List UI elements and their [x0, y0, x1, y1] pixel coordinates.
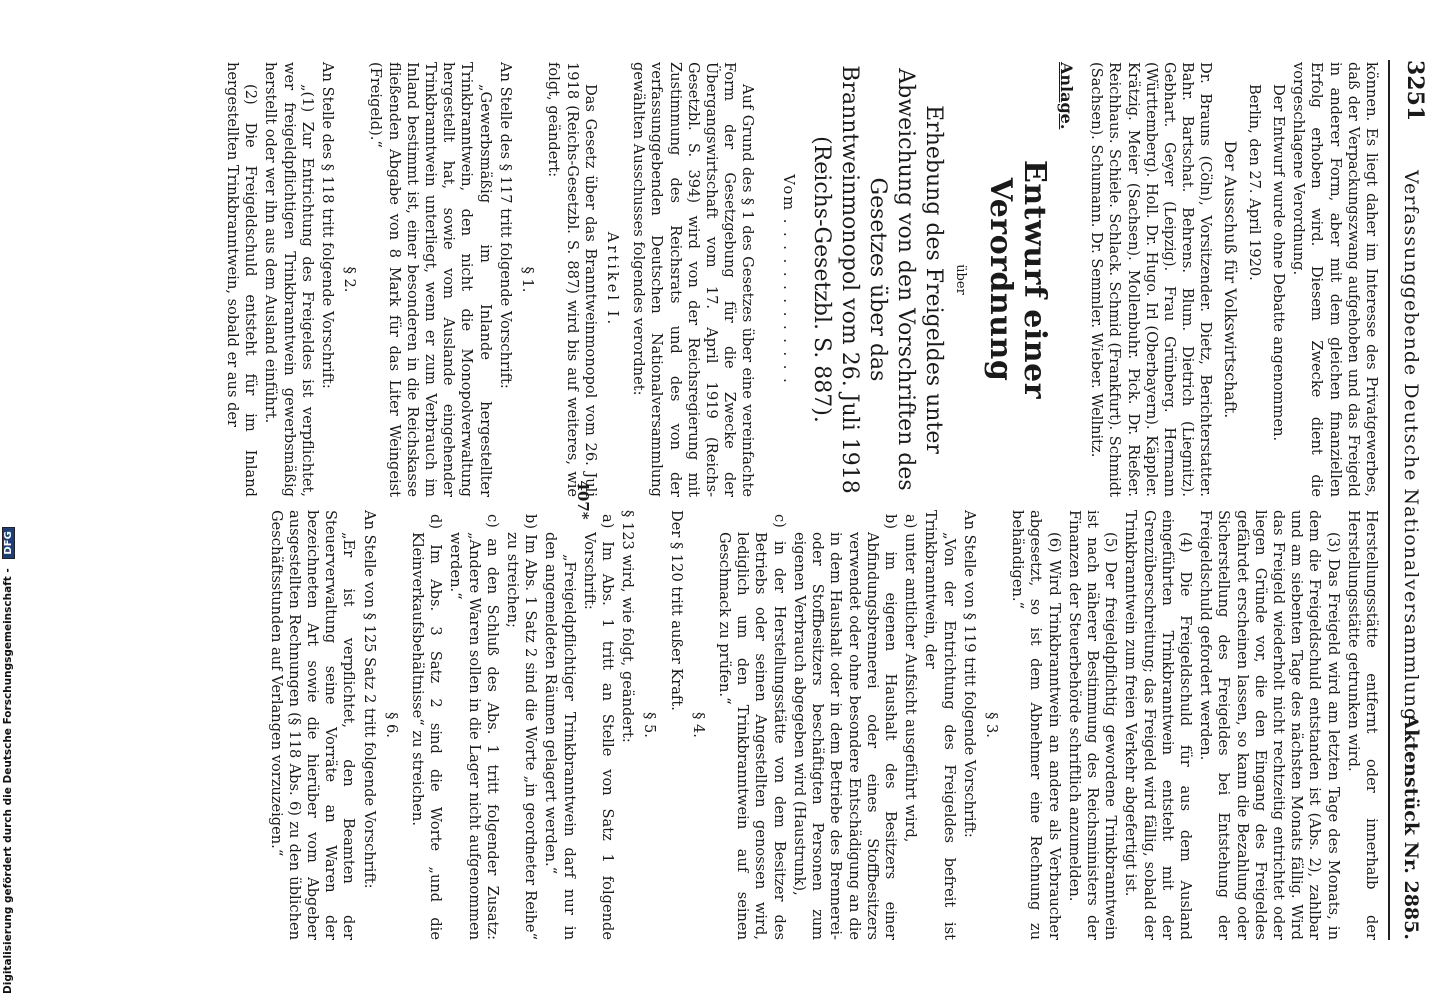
right-column [264, 510, 1380, 940]
draft-title: Entwurf einer Verordnung [982, 159, 1052, 399]
accepted-paragraph: Der Entwurf wurde ohne Debatte angenommen. [1269, 84, 1287, 442]
page-number: 3251 [1402, 60, 1428, 122]
section-6-intro: An Stelle von § 125 Satz 2 tritt folgende Vorschrift: [360, 510, 378, 889]
credit-text: Digitalisierung gefördert durch die Deutsche Forschungsgemeinschaft - [2, 568, 14, 994]
publication-title: Verfassunggebende Deutsche Nationalversammlung. [1400, 170, 1422, 729]
section-5-item-b: b) Im Abs. 1 Satz 2 sind die Worte „in geordneter Reihe“ zu streichen; [504, 514, 540, 940]
paragraph-4: (4) Die Freigeldschuld für aus dem Ausland eingeführten Trinkbranntwein entsteht mit der Grenzüberschreitung; das Freigeld wird fällig, sobald der Trinkbranntwein zum freien Verkehr abgefertigt ist. [1122, 510, 1194, 940]
article-text: Das Gesetz über das Branntweinmonopol vom 26. Juli 1918 (Reichs-Gesetzbl. S. 887) wird bis auf weiteres, wie folgt, geändert: [545, 62, 599, 497]
section-5-item-d: d) Im Abs. 3 Satz 2 sind die Worte „und die Kleinverkaufsbehältnisse“ zu streichen. [409, 514, 445, 940]
draft-subject: Erhebung des Freigeldes unter Abweichung von den Vorschriften des Gesetzes über das Branntweinmonopol vom 26. Juli 1918 (Reichs-Gesetzbl. S. 887). [808, 65, 946, 494]
section-5-item-c: c) an den Schluß des Abs. 1 tritt folgender Zusatz: „Andere Waren sollen in die Lager nicht aufgenommen werden.“ [447, 514, 501, 940]
paragraph-5: (5) Der freigeldpflichtig gewordene Trinkbranntwein ist nach näherer Bestimmung des Reichsministers der Finanzen der Steuerbehörde schriftlich anzumelden. [1065, 510, 1120, 940]
section-3-item-c: c) in der Herstellungsstätte von dem Besitzer des Betriebs oder seinen Angestellten genossen wird, lediglich um den Trinkbranntwein auf seinen Geschmack zu prüfen.“ [716, 514, 788, 940]
draft-sub: über [952, 264, 968, 295]
section-5-label: § 5. [641, 712, 659, 738]
article-label: Artikel I. [603, 231, 621, 328]
section-2-text-2: (2) Die Freigeldschuld entsteht für im Inland hergestellten Trinkbranntwein, sobald er aus der [224, 62, 260, 497]
committee-title: Der Ausschuß für Volkswirtschaft. [1220, 140, 1240, 419]
place-date: Berlin, den 27. April 1920. [1245, 84, 1263, 281]
section-6-text: „Er ist verpflichtet, den Beamten der Steuerverwaltung seine Vorräte an Waren der bezeichneten Art sowie die hierüber vom Abgeber ausgestellten Rechnungen (§ 118 Abs. 6) zu den üblichen Geschäftsstunden auf Verlangen vorzuzeigen.“ [267, 510, 358, 940]
digitization-credit [2, 527, 15, 994]
section-5-intro: § 123 wird, wie folgt, geändert: [619, 510, 637, 743]
preamble: Auf Grund des § 1 des Gesetzes über eine vereinfachte Form der Gesetzgebung für die Zwecke der Übergangswirtschaft vom 17. April 1919 (Reichs-Gesetzbl. S. 394) wird von der Reichsregierung mit Zustimmung des Reichsrats und des von der verfassunggebenden Deutschen Nationalversammlung gewählten Ausschusses folgendes verordnet: [630, 62, 757, 497]
section-1-label: § 1. [519, 266, 537, 293]
section-3-intro: An Stelle von § 119 tritt folgende Vorschrift: [960, 510, 978, 838]
left-column [221, 62, 1380, 497]
continuation-paragraph: Herstellungsstätte entfernt oder innerhalb der Herstellungsstätte getrunken wird. [1344, 510, 1380, 940]
intro-paragraph: können. Es liegt daher im Interesse des Privatgewerbes, daß der Verpackungszwang aufgehoben und das Freigeld in anderer Form, aber mit dem gleichen finanziellen Erfolg erhoben wird. Diesem Zwecke dient die vorgeschlagene Verordnung. [1290, 62, 1380, 497]
section-1-intro: An Stelle des § 117 tritt folgende Vorschrift: [496, 62, 514, 389]
section-1-text: „Gewerbsmäßig im Inlande hergestellter Trinkbranntwein, den nicht die Monopolverwaltung hergestellt hat, sowie vom Auslande eingehender Trinkbranntwein unterliegt, wenn er zum Verbrauch im Inland bestimmt ist, einer besonderen in die Reichskasse fließenden Abgabe von 8 Mark für das Liter Weingeist (Freigeld).“ [367, 62, 494, 497]
page-header [1388, 60, 1426, 940]
draft-date: Vom . . . . . . . . . . . . . [779, 174, 797, 385]
committee-members: Dr. Brauns (Cöln), Vorsitzender. Dietz, Berichterstatter. Bahr. Bartschat. Behrens. Blum. Dietrich (Liegnitz). Gebhart. Geyer (Leipzig). Frau Grünberg. Hermann (Württemberg). Holl. Dr. Hugo. Irl (Oberbayern). Käppler. Krätzig. Meier (Sachsen). Mollenbuhr. Pick. Dr. Rießer. Reichhaus. Schiele. Schlack. Schmid (Frankfurt). Schmidt (Sachsen). Schumann. Dr. Semmler. Wieber. Wellnitz. [1088, 62, 1215, 497]
document-reference: Aktenstück Nr. 2885. [1400, 714, 1422, 940]
section-4-label: § 4. [689, 712, 707, 738]
section-3-text: „Von der Entrichtung des Freigeldes befreit ist Trinkbranntwein, der [922, 510, 958, 940]
section-6-label: § 6. [382, 712, 400, 738]
section-4-text: Der § 120 tritt außer Kraft. [667, 510, 685, 711]
dfg-logo: DFG [2, 527, 15, 558]
section-2-intro: An Stelle des § 118 tritt folgende Vorschrift: [319, 62, 337, 389]
section-3-item-b: b) im eigenen Haushalt des Besitzers einer Abfindungsbrennerei oder eines Stoffbesitzers verwendet oder ohne besondere Entschädigung an die in dem Haushalt oder in dem Betriebe des Brennerei- oder Stoffbesitzers beschäftigten Personen zum eigenen Verbrauch abgegeben wird (Haustrunk), [790, 514, 899, 940]
section-2-text-1: „(1) Zur Entrichtung des Freigeldes ist verpflichtet, wer freigeldpflichtigen Trinkbranntwein gewerbsmäßig herstellt oder wer ihn aus dem Ausland einführt. [262, 62, 316, 497]
section-2-label: § 2. [341, 266, 359, 293]
paragraph-6: (6) Wird Trinkbranntwein an andere als Verbraucher abgesetzt, so ist dem Abnehmer eine Rechnung zu behändigen.“ [1009, 510, 1063, 940]
section-3-label: § 3. [982, 712, 1000, 738]
annex-label: Anlage. [1056, 62, 1076, 130]
section-5-item-a: a) Im Abs. 1 tritt an Stelle von Satz 1 folgende Vorschrift: [580, 514, 617, 940]
section-5-item-a-text: „Freigeldpflichtiger Trinkbranntwein darf nur in den angemeldeten Räumen gelagert werden.“ [542, 532, 578, 940]
section-3-item-a: a) unter amtlicher Aufsicht ausgeführt wird, [902, 514, 920, 843]
paragraph-3: (3) Das Freigeld wird am letzten Tage des Monats, in dem die Freigeldschuld entstanden ist (Abs. 2), zahlbar und am siebenten Tage des nächsten Monats fällig. Wird das Freigeld wiederholt nicht rechtzeitig entrichtet oder liegen Gründe vor, die den Eingang des Freigeldes gefährdet erscheinen lassen, so kann die Bezahlung oder Sicherstellung des Freigeldes bei Entstehung der Freigeldschuld gefordert werden. [1197, 510, 1342, 940]
page-mark: 407* [574, 480, 593, 520]
